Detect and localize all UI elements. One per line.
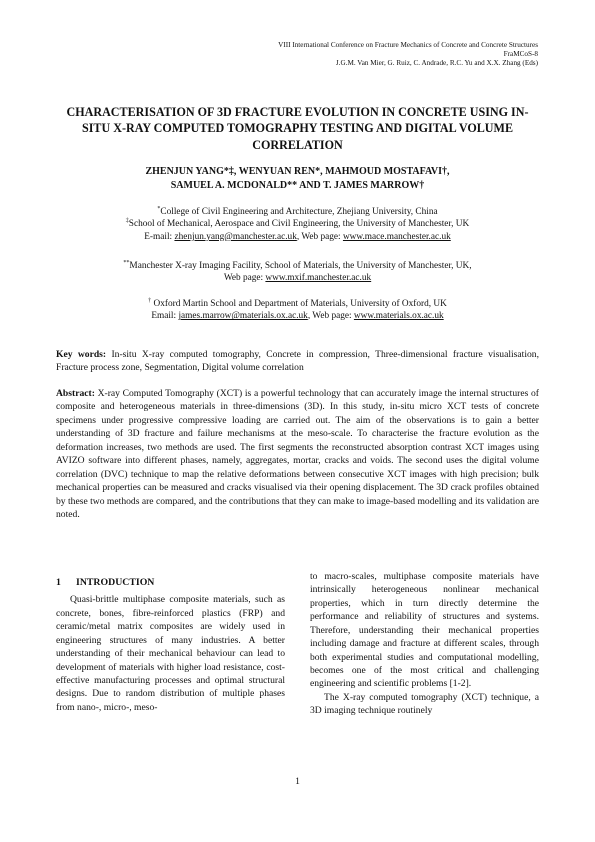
email-link[interactable]: james.marrow@materials.ox.ac.uk (178, 311, 308, 322)
affiliation-mxif (56, 260, 539, 272)
keywords-paragraph (56, 348, 539, 375)
web-link[interactable]: www.mace.manchester.ac.uk (342, 231, 451, 242)
web-link[interactable]: www.mxif.manchester.ac.uk (265, 273, 372, 284)
authors-line-1: ZHENJUN YANG*‡, WENYUAN REN*, MAHMOUD MOSTAFAVI†, (145, 166, 450, 177)
section-title: INTRODUCTION (76, 577, 155, 588)
affiliation-contact-line (56, 231, 539, 243)
body-paragraph: Quasi-brittle multiphase composite materials, such as concrete, bones, fibre-reinforced plastics (FRP) and ceramic/metal matrix composites are widely used in engineering structures of many industries. A better understanding of their mechanical behaviour can lead to development of materials with higher load resistance, cost-effective manufacturing processes and optimal structural designs. Due to random distribution of multiple phases from nano-, micro-, meso- (56, 594, 285, 713)
abstract-label: Abstract: (56, 388, 95, 399)
web-label: , Web page: (296, 231, 343, 242)
left-column (56, 570, 285, 714)
affiliation-text: Oxford Martin School and Department of Materials, University of Oxford, UK (151, 299, 447, 309)
conference-acronym: FraMCoS-8 (503, 49, 538, 58)
affiliation-mark: ** (123, 260, 130, 266)
conference-header (218, 41, 538, 67)
affiliation-mark: * (157, 206, 161, 212)
affiliation-text: Manchester X-ray Imaging Facility, School of Materials, the University of Manchester, UK, (129, 261, 472, 271)
affiliation-contact-line (56, 310, 539, 322)
affiliations-block (56, 206, 539, 243)
web-label: , Web page: (307, 311, 354, 322)
keywords-text: In-situ X-ray computed tomography, Concrete in compression, Three-dimensional fracture visualisation, Fracture process zone, Segmentation, Digital volume correlation (56, 349, 540, 374)
affiliations-block-oxford (56, 298, 539, 323)
affiliation-text: School of Mechanical, Aerospace and Civil Engineering, the University of Manchester, UK (128, 219, 470, 230)
abstract-text: X-ray Computed Tomography (XCT) is a powerful technology that can accurately image the internal structures of composite and heterogeneous materials in three-dimensions (3D). In this study, in-situ micro XCT tests of concrete specimens under progressive compressive loading are carried out. The aim of the observations is to gain a better understanding of 3D fracture and failure mechanisms at the meso-scale. To characterise the fracture evolution as the deformation increases, two methods are used. The first segments the reconstructed absorption contrast XCT images using AVIZO software into different phases, namely, aggregates, mortar, cracks and voids. The second uses the digital volume correlation (DVC) technique to map the relative deformations between consecutive XCT images with high precision; bulk mechanical properties can be measured and cracks visualised via their opening displacement. The 3D crack profiles obtained by these two methods are compared, and the contributions that they can make to image-based modelling and its validation are noted. (56, 388, 539, 521)
web-label: Web page: (223, 273, 266, 284)
affiliation-text: College of Civil Engineering and Architecture, Zhejiang University, China (160, 207, 438, 217)
affiliation-mark: ‡ (125, 218, 129, 225)
body-paragraph: The X-ray computed tomography (XCT) technique, a 3D imaging technique routinely (310, 691, 539, 717)
affiliation-manchester-mace (56, 218, 539, 230)
email-label: Email: (151, 311, 179, 322)
affiliation-zhejiang (56, 206, 539, 218)
affiliations-block-mxif (56, 260, 539, 285)
affiliation-mark: † (148, 298, 152, 304)
authors-line-2: SAMUEL A. MCDONALD** AND T. JAMES MARROW† (170, 179, 425, 191)
body-paragraph: to macro-scales, multiphase composite materials have intrinsically heterogeneous nonlinear mechanical properties, which in turn directly determine the performance and reliability of structures and systems. Therefore, understanding their mechanical properties including damage and fracture at different scales, through both experimental studies and computational modelling, becomes one of the most critical and challenging engineering and scientific problems [1-2]. (310, 571, 539, 690)
section-number: 1 (56, 577, 61, 588)
keywords-label: Key words: (56, 349, 107, 360)
affiliation-oxford (56, 298, 539, 310)
section-heading (56, 576, 285, 589)
right-column (310, 570, 539, 718)
web-link[interactable]: www.materials.ox.ac.uk (353, 311, 444, 322)
abstract-paragraph (56, 387, 539, 522)
affiliation-contact-line (56, 272, 539, 284)
email-label: E-mail: (144, 231, 175, 242)
paper-title: CHARACTERISATION OF 3D FRACTURE EVOLUTION IN CONCRETE USING IN-SITU X-RAY COMPUTED TOMOGRAPHY TESTING AND DIGITAL VOLUME CORRELATION (66, 105, 529, 152)
email-link[interactable]: zhenjun.yang@manchester.ac.uk (174, 231, 297, 242)
conference-editors: J.G.M. Van Mier, G. Ruiz, C. Andrade, R.C. Yu and X.X. Zhang (Eds) (335, 58, 538, 67)
conference-name: VIII International Conference on Fracture Mechanics of Concrete and Concrete Structures (278, 41, 538, 49)
page-number: 1 (295, 776, 300, 787)
author-list (56, 165, 539, 193)
